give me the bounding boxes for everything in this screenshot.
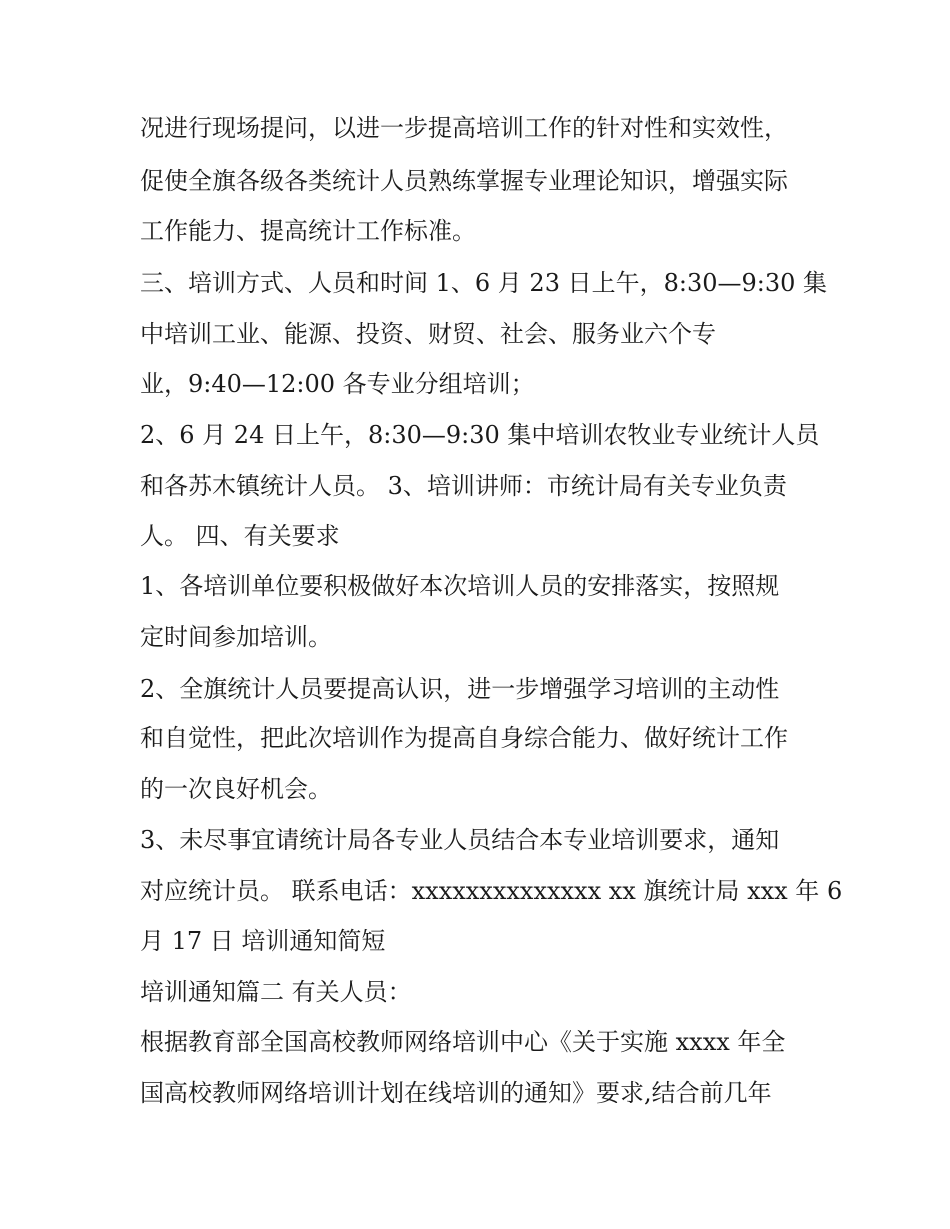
text-line: 和各苏木镇统计人员。 3、培训讲师：市统计局有关专业负责 — [140, 472, 787, 500]
text-line: 况进行现场提问，以进一步提高培训工作的针对性和实效性， — [140, 114, 788, 142]
text-line: 2、6 月 24 日上午，8:30—9:30 集中培训农牧业专业统计人员 — [140, 421, 820, 449]
text-line: 2、全旗统计人员要提高认识，进一步增强学习培训的主动性 — [140, 675, 780, 703]
text-line: 月 17 日 培训通知简短 — [140, 927, 386, 955]
text-line: 促使全旗各级各类统计人员熟练掌握专业理论知识，增强实际 — [140, 167, 788, 195]
text-line: 工作能力、提高统计工作标准。 — [140, 217, 476, 245]
text-line: 对应统计员。 联系电话：xxxxxxxxxxxxxx xx 旗统计局 xxx 年 6 — [140, 877, 843, 905]
text-line: 中培训工业、能源、投资、财贸、社会、服务业六个专 — [140, 320, 716, 348]
text-line: 定时间参加培训。 — [140, 623, 332, 651]
text-line: 的一次良好机会。 — [140, 775, 332, 803]
text-line: 人。 四、有关要求 — [140, 522, 340, 550]
text-line: 培训通知篇二 有关人员： — [140, 978, 412, 1006]
text-line: 业，9:40—12:00 各专业分组培训； — [140, 370, 535, 398]
text-line: 3、未尽事宜请统计局各专业人员结合本专业培训要求，通知 — [140, 826, 780, 854]
text-line: 根据教育部全国高校教师网络培训中心《关于实施 xxxx 年全 — [140, 1028, 786, 1056]
text-line: 1、各培训单位要积极做好本次培训人员的安排落实，按照规 — [140, 572, 780, 600]
text-line: 三、培训方式、人员和时间 1、6 月 23 日上午，8:30—9:30 集 — [140, 269, 828, 297]
text-line: 国高校教师网络培训计划在线培训的通知》要求,结合前几年 — [140, 1079, 772, 1107]
text-line: 和自觉性，把此次培训作为提高自身综合能力、做好统计工作 — [140, 724, 788, 752]
